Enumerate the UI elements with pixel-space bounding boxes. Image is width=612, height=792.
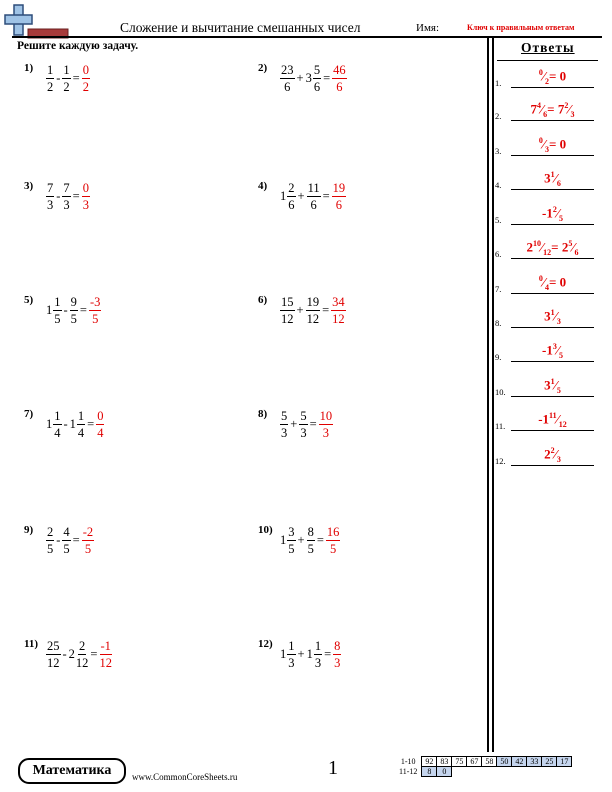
operand-b-fraction (76, 640, 89, 669)
answer-part: ⁄ (568, 101, 571, 117)
problem-expression (46, 640, 112, 669)
answer-numerator: 10 (319, 409, 333, 423)
answer-part: 5 (559, 214, 563, 223)
operand-a-fraction (46, 64, 54, 93)
operand-b-fraction (62, 64, 70, 93)
operand-a-fraction (280, 410, 288, 439)
operand-b-denominator: 3 (300, 425, 307, 440)
score-cell: 42 (512, 757, 527, 767)
operand-b-numerator: 4 (63, 525, 70, 539)
operator: + (290, 417, 298, 431)
operand-b-fraction (306, 296, 321, 325)
problem-number: 11) (24, 638, 39, 650)
worksheet-title: Сложение и вычитание смешанных чисел (120, 20, 361, 35)
answer-numerator: 34 (332, 295, 345, 309)
operand-b-fraction (70, 296, 78, 325)
whole-number: 1 (46, 303, 53, 317)
answer-numerator: 16 (326, 525, 340, 539)
answer-part: 3 (552, 342, 557, 352)
whole-number: 1 (280, 189, 287, 203)
answer-part: 3 (544, 308, 551, 324)
score-cell: 67 (467, 757, 482, 767)
problem-expression (280, 182, 346, 211)
answer-part: 12 (543, 248, 552, 257)
problem-number: 1) (24, 62, 34, 74)
answer-line (511, 293, 594, 294)
answer-key-label: Ключ к правильным ответам (467, 23, 575, 32)
whole-number: 1 (46, 417, 53, 431)
answer-fraction (326, 526, 341, 555)
operand-b-numerator: 11 (307, 181, 320, 195)
answer-row (495, 101, 600, 123)
answer-fraction (82, 526, 94, 555)
answer-column-divider (487, 36, 489, 752)
equals-sign: = (72, 189, 80, 203)
operand-b-fraction (314, 640, 322, 669)
answer-number: 7. (495, 284, 502, 294)
answer-part: 5 (556, 386, 561, 395)
operand-a-numerator: 1 (54, 295, 61, 309)
answer-line (511, 465, 594, 466)
score-cell: 58 (482, 757, 497, 767)
answer-part: 12 (558, 420, 567, 429)
answer-part: -1 (538, 411, 550, 427)
answer-part: = 0 (549, 136, 567, 152)
answer-row (495, 446, 600, 468)
operand-a-fraction (53, 410, 61, 439)
answer-part: 1 (550, 377, 555, 387)
answer-part: 3 (544, 170, 551, 186)
score-cell: 50 (497, 757, 512, 767)
problem-expression (46, 296, 101, 325)
operand-b-denominator: 12 (75, 655, 89, 670)
operand-a-numerator: 2 (47, 525, 54, 539)
operand-a-numerator: 5 (281, 409, 288, 423)
operand-b-numerator: 5 (300, 409, 307, 423)
answer-part: 5 (559, 351, 563, 360)
answer-part: = 0 (549, 68, 567, 84)
operand-a-fraction (287, 526, 295, 555)
answer-row (495, 68, 600, 90)
score-cell: 0 (437, 767, 452, 777)
equals-sign: = (72, 71, 80, 85)
operand-b-fraction (62, 182, 70, 211)
answer-fraction (333, 640, 341, 669)
answer-denominator: 12 (99, 655, 112, 670)
answer-part: = 0 (549, 274, 567, 290)
operator: - (63, 303, 68, 317)
answer-part: ⁄ (542, 136, 545, 152)
problem-number: 8) (258, 408, 268, 420)
answer-fraction (319, 410, 334, 439)
math-brand-badge: Математика (18, 758, 126, 784)
answer-numerator: 0 (82, 63, 89, 77)
answer-part: 1 (550, 170, 555, 180)
answer-numerator: 8 (334, 639, 341, 653)
answer-part: ⁄ (554, 377, 557, 393)
operand-b-numerator: 7 (63, 181, 70, 195)
problem-expression (280, 526, 340, 555)
operand-a-numerator: 15 (281, 295, 294, 309)
problem-number: 6) (258, 294, 268, 306)
answer-part: ⁄ (556, 411, 559, 427)
equals-sign: = (324, 647, 332, 661)
operator: - (62, 647, 67, 661)
operand-b-fraction (307, 182, 321, 211)
score-cell: 92 (422, 757, 437, 767)
answer-row (495, 411, 600, 433)
answer-part: 2 (552, 205, 557, 215)
operator: + (297, 189, 305, 203)
operand-a-fraction (287, 640, 295, 669)
operator: - (63, 417, 68, 431)
answer-row (495, 239, 600, 261)
operand-b-denominator: 3 (63, 197, 70, 212)
answer-fraction (82, 182, 90, 211)
operand-a-numerator: 3 (288, 525, 295, 539)
operand-b-numerator: 2 (79, 639, 86, 653)
operator: - (56, 533, 61, 547)
problem-expression (46, 64, 90, 93)
answer-fraction (89, 296, 101, 325)
answer-fraction (332, 64, 347, 93)
answer-part: 6 (556, 179, 561, 188)
problem-number: 5) (24, 294, 34, 306)
operand-b-denominator: 5 (70, 311, 77, 326)
problem-number: 2) (258, 62, 268, 74)
answer-value (511, 170, 594, 188)
answer-part: ⁄ (556, 342, 559, 358)
problem-expression (280, 410, 333, 439)
answer-fraction (331, 296, 346, 325)
answer-part: 3 (556, 317, 561, 326)
name-label: Имя: (416, 22, 440, 34)
answer-part: 0 (538, 136, 543, 146)
answer-line (511, 327, 594, 328)
score-cell: 25 (542, 757, 557, 767)
problem-number: 12) (258, 638, 273, 650)
equals-sign: = (323, 71, 331, 85)
answer-part: ⁄ (540, 239, 544, 255)
answer-part: -1 (541, 205, 553, 221)
header-divider (12, 36, 602, 38)
answer-part: 6 (543, 110, 548, 119)
answer-part: 4 (536, 101, 541, 111)
answer-line (511, 430, 594, 431)
answer-part: 2 (544, 446, 551, 462)
answer-line (511, 224, 594, 225)
operand-a-numerator: 1 (288, 639, 295, 653)
answer-line (511, 155, 594, 156)
answer-numerator: 0 (97, 409, 104, 423)
operand-a-numerator: 1 (47, 63, 54, 77)
operand-a-denominator: 4 (54, 425, 61, 440)
answer-value (511, 136, 594, 154)
answers-heading: Ответы (521, 40, 575, 55)
operand-a-fraction (280, 64, 295, 93)
answer-number: 9. (495, 352, 502, 362)
operand-a-numerator: 23 (281, 63, 294, 77)
operand-b-fraction (299, 410, 307, 439)
answer-part: ⁄ (556, 205, 559, 221)
equals-sign: = (309, 417, 317, 431)
answer-part: 2 (526, 239, 533, 255)
answer-row (495, 342, 600, 364)
whole-number: 3 (305, 71, 312, 85)
answer-number: 5. (495, 215, 502, 225)
operator: + (297, 647, 305, 661)
answer-part: ⁄ (542, 274, 545, 290)
score-table (396, 756, 572, 777)
problem-expression (46, 526, 94, 555)
answer-part: 11 (549, 411, 557, 421)
operator: + (296, 303, 304, 317)
answer-part: 4 (545, 283, 549, 292)
answer-value (511, 411, 594, 429)
operand-a-denominator: 2 (47, 79, 54, 94)
answer-value (511, 446, 594, 464)
operand-b-fraction (313, 64, 321, 93)
answer-denominator: 3 (82, 197, 89, 212)
operand-a-fraction (46, 526, 54, 555)
operand-b-numerator: 19 (306, 295, 320, 309)
answer-number: 8. (495, 318, 502, 328)
answer-part: 7 (530, 101, 537, 117)
operand-b-denominator: 6 (313, 79, 321, 94)
operand-a-fraction (287, 182, 295, 211)
score-row (396, 767, 572, 777)
answer-number: 11. (495, 421, 506, 431)
operand-b-denominator: 4 (77, 425, 85, 440)
problem-expression (46, 410, 104, 439)
answer-number: 6. (495, 249, 502, 259)
answer-part: 3 (545, 145, 549, 154)
operand-a-fraction (53, 296, 61, 325)
answer-line (511, 189, 594, 190)
equals-sign: = (322, 303, 330, 317)
operand-a-fraction (46, 182, 54, 211)
equals-sign: = (316, 533, 324, 547)
site-url: www.CommonCoreSheets.ru (132, 772, 238, 782)
answer-part: ⁄ (542, 68, 545, 84)
answer-part: ⁄ (540, 101, 544, 117)
operand-a-denominator: 12 (281, 311, 294, 326)
answer-denominator: 5 (84, 541, 92, 556)
answer-number: 10. (495, 387, 506, 397)
answer-part: 0 (538, 274, 543, 284)
problem-number: 9) (24, 524, 34, 536)
answer-part: = 2 (551, 239, 569, 255)
problem-number: 4) (258, 180, 268, 192)
answer-denominator: 4 (97, 425, 104, 440)
answer-value (511, 308, 594, 326)
answer-part: 2 (564, 101, 569, 111)
equals-sign: = (72, 533, 80, 547)
operator: + (297, 533, 305, 547)
operand-a-denominator: 6 (284, 79, 291, 94)
whole-number: 2 (68, 647, 75, 661)
operand-b-numerator: 8 (307, 525, 314, 539)
answer-denominator: 5 (330, 541, 337, 556)
answer-part: ⁄ (554, 308, 557, 324)
problem-number: 10) (258, 524, 273, 536)
answer-fraction (332, 182, 347, 211)
answer-number: 2. (495, 111, 502, 121)
score-cell: 17 (557, 757, 572, 767)
operand-a-numerator: 1 (54, 409, 61, 423)
operand-a-numerator: 7 (47, 181, 54, 195)
operator: - (56, 189, 61, 203)
problem-number: 3) (24, 180, 34, 192)
answer-numerator: -1 (100, 639, 111, 653)
answer-fraction (82, 64, 90, 93)
operand-b-fraction (77, 410, 85, 439)
whole-number: 1 (280, 533, 287, 547)
answer-number: 4. (495, 180, 502, 190)
answer-numerator: 0 (82, 181, 89, 195)
answer-part: 3 (556, 455, 561, 464)
equals-sign: = (322, 189, 330, 203)
answer-part: 2 (550, 446, 555, 456)
page-number: 1 (328, 757, 338, 779)
operand-a-denominator: 6 (288, 197, 295, 212)
answer-line (511, 361, 594, 362)
answer-value (511, 101, 594, 119)
problem-expression (280, 64, 347, 93)
equals-sign: = (79, 303, 87, 317)
operand-b-numerator: 9 (70, 295, 77, 309)
answer-number: 12. (495, 456, 506, 466)
operand-b-denominator: 3 (314, 655, 322, 670)
operand-a-fraction (46, 640, 61, 669)
score-range-label: 1-10 (400, 757, 416, 766)
score-range-label: 11-12 (399, 767, 418, 776)
operator: - (56, 71, 61, 85)
answer-part: 5 (568, 239, 573, 249)
answer-numerator: -3 (89, 295, 101, 309)
equals-sign: = (87, 417, 95, 431)
answer-part: 3 (570, 110, 575, 119)
operand-b-denominator: 2 (63, 79, 70, 94)
problem-expression (46, 182, 90, 211)
operand-a-denominator: 3 (47, 197, 54, 212)
answer-part: ⁄ (554, 170, 557, 186)
answer-row (495, 377, 600, 399)
answer-line (511, 87, 594, 88)
answer-value (511, 239, 594, 257)
answer-numerator: 19 (332, 181, 346, 195)
answers-heading-rule (497, 60, 598, 61)
answer-line (511, 258, 594, 259)
answer-part: 1 (550, 308, 555, 318)
score-cell: 75 (452, 757, 467, 767)
operand-b-fraction (307, 526, 315, 555)
answer-denominator: 3 (334, 655, 341, 670)
answer-row (495, 170, 600, 192)
answer-number: 3. (495, 146, 502, 156)
answer-value (511, 68, 594, 86)
answer-row (495, 205, 600, 227)
answer-part: = 7 (547, 101, 565, 117)
whole-number: 1 (280, 647, 287, 661)
operand-b-fraction (62, 526, 70, 555)
operand-a-denominator: 5 (54, 311, 61, 326)
operand-a-numerator: 2 (288, 181, 295, 195)
answer-number: 1. (495, 78, 502, 88)
answer-fraction (99, 640, 112, 669)
answer-part: 2 (545, 77, 549, 86)
answer-row (495, 308, 600, 330)
answer-part: 10 (532, 239, 541, 249)
answer-row (495, 274, 600, 296)
answer-value (511, 274, 594, 292)
operand-b-numerator: 1 (314, 639, 322, 653)
score-cell: 8 (422, 767, 437, 777)
answer-line (511, 396, 594, 397)
operator: + (296, 71, 304, 85)
answer-part: ⁄ (572, 239, 575, 255)
answer-value (511, 377, 594, 395)
operand-b-numerator: 1 (77, 409, 85, 423)
operand-b-numerator: 5 (313, 63, 321, 77)
answer-column-divider-inner (492, 36, 494, 752)
problem-expression (280, 640, 341, 669)
operand-a-denominator: 3 (281, 425, 288, 440)
answer-part: 3 (544, 377, 551, 393)
score-row (396, 757, 572, 767)
answer-denominator: 6 (336, 79, 343, 94)
answer-value (511, 342, 594, 360)
answer-part: 0 (538, 68, 543, 78)
whole-number: 1 (306, 647, 313, 661)
answer-part: -1 (541, 342, 553, 358)
operand-b-denominator: 5 (63, 541, 70, 556)
answer-denominator: 5 (92, 311, 99, 326)
problem-expression (280, 296, 346, 325)
operand-b-numerator: 1 (63, 63, 70, 77)
answer-denominator: 2 (82, 79, 89, 94)
answer-numerator: 46 (333, 63, 346, 77)
operand-a-denominator: 5 (288, 541, 295, 556)
score-cell: 83 (437, 757, 452, 767)
operand-a-denominator: 12 (47, 655, 60, 670)
answer-denominator: 3 (322, 425, 329, 440)
operand-b-denominator: 5 (307, 541, 314, 556)
answer-part: 6 (574, 248, 579, 257)
operand-a-fraction (280, 296, 295, 325)
answer-denominator: 12 (332, 311, 345, 326)
answer-row (495, 136, 600, 158)
operand-b-denominator: 6 (310, 197, 317, 212)
instructions: Решите каждую задачу. (17, 40, 139, 52)
answer-fraction (96, 410, 104, 439)
answer-numerator: -2 (82, 525, 94, 539)
problem-number: 7) (24, 408, 34, 420)
answer-part: ⁄ (554, 446, 557, 462)
operand-a-numerator: 25 (47, 639, 60, 653)
operand-a-denominator: 3 (288, 655, 295, 670)
answer-denominator: 6 (335, 197, 343, 212)
equals-sign: = (90, 647, 98, 661)
whole-number: 1 (69, 417, 76, 431)
operand-b-denominator: 12 (306, 311, 320, 326)
answer-line (511, 120, 594, 121)
operand-a-denominator: 5 (47, 541, 54, 556)
score-cell: 33 (527, 757, 542, 767)
answer-value (511, 205, 594, 223)
